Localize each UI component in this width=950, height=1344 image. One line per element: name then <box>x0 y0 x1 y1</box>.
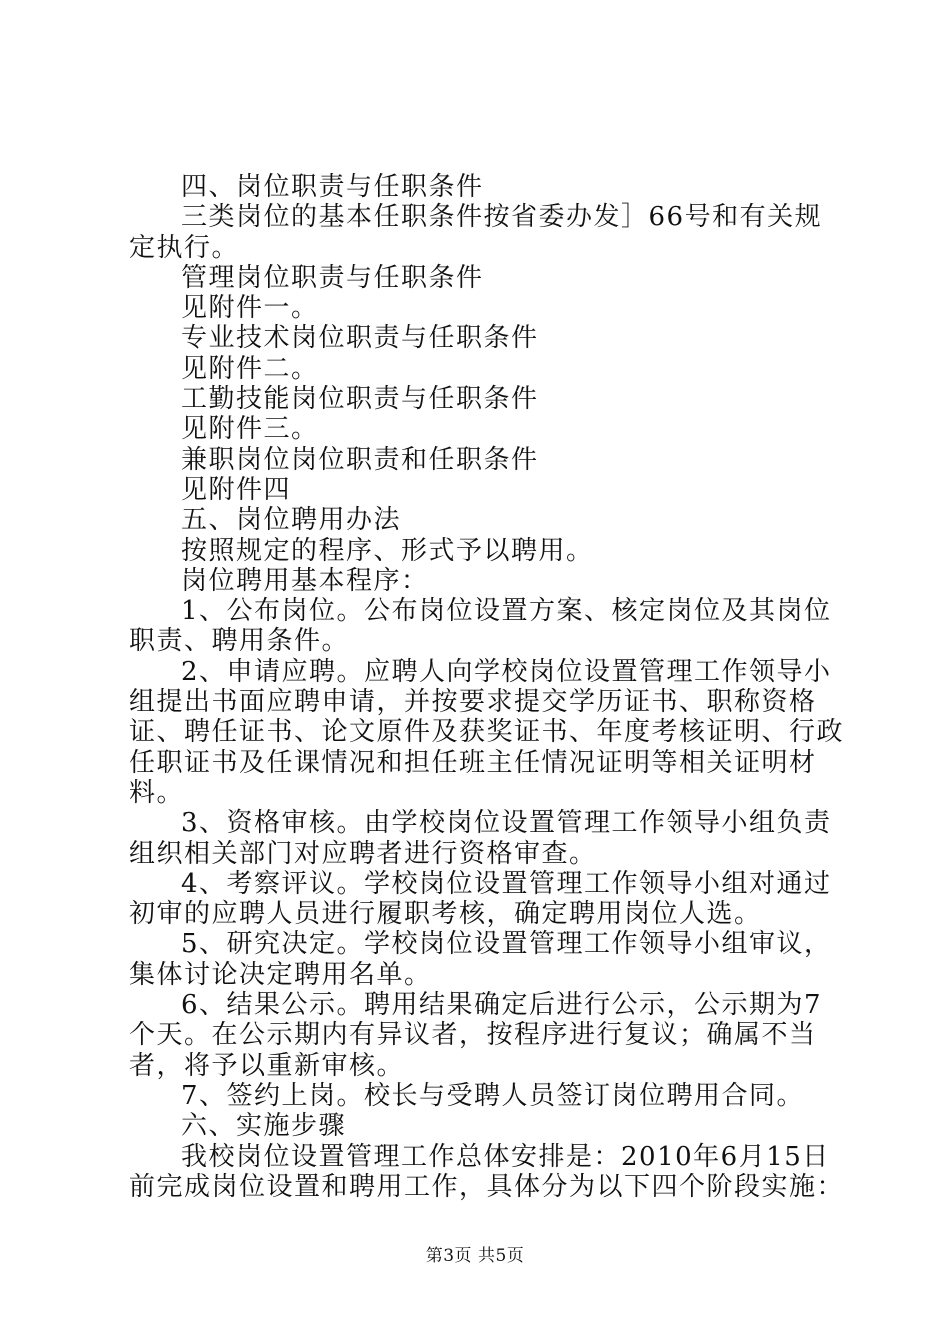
document-body <box>129 172 849 1202</box>
page-number-footer: 第3页 共5页 <box>425 1246 525 1266</box>
paragraph-basic-conditions: 三类岗位的基本任职条件按省委办发］66号和有关规定执行。 <box>129 202 823 263</box>
heading-section-4: 四、岗位职责与任职条件 <box>181 172 484 202</box>
subheading-skill-posts: 工勤技能岗位职责与任职条件 <box>181 384 539 415</box>
paragraph-hiring-form: 按照规定的程序、形式予以聘用。 <box>181 535 594 566</box>
reference-attachment-2: 见附件二。 <box>181 353 319 384</box>
subheading-management-posts: 管理岗位职责与任职条件 <box>181 262 484 293</box>
reference-attachment-1: 见附件一。 <box>181 293 319 324</box>
procedure-step-3: 3、资格审核。由学校岗位设置管理工作领导小组负责组织相关部门对应聘者进行资格审查。 <box>129 808 832 869</box>
reference-attachment-4: 见附件四 <box>181 474 292 505</box>
heading-section-6: 六、实施步骤 <box>181 1111 347 1142</box>
heading-section-5: 五、岗位聘用办法 <box>181 505 402 536</box>
paragraph-implementation-schedule: 我校岗位设置管理工作总体安排是：2010年6月15日前完成岗位设置和聘用工作，具体分为以下四个阶段实施： <box>129 1141 845 1202</box>
procedure-step-5: 5、研究决定。学校岗位设置管理工作领导小组审议，集体讨论决定聘用名单。 <box>129 929 832 990</box>
subheading-technical-posts: 专业技术岗位职责与任职条件 <box>181 323 539 354</box>
subheading-basic-procedure: 岗位聘用基本程序： <box>181 565 429 596</box>
reference-attachment-3: 见附件三。 <box>181 414 319 445</box>
procedure-step-7: 7、签约上岗。校长与受聘人员签订岗位聘用合同。 <box>181 1080 805 1111</box>
procedure-step-2: 2、申请应聘。应聘人向学校岗位设置管理工作领导小组提出书面应聘申请，并按要求提交学历证书、职称资格证、聘任证书、论文原件及获奖证书、年度考核证明、行政任职证书及任课情况和担任班主任情况证明等相关证明材料。 <box>129 656 845 808</box>
procedure-step-6: 6、结果公示。聘用结果确定后进行公示，公示期为7个天。在公示期内有异议者，按程序进行复议；确属不当者，将予以重新审核。 <box>129 990 823 1081</box>
subheading-part-time-posts: 兼职岗位岗位职责和任职条件 <box>181 444 539 475</box>
procedure-step-1: 1、公布岗位。公布岗位设置方案、核定岗位及其岗位职责、聘用条件。 <box>129 596 832 657</box>
procedure-step-4: 4、考察评议。学校岗位设置管理工作领导小组对通过初审的应聘人员进行履职考核，确定聘用岗位人选。 <box>129 868 832 930</box>
